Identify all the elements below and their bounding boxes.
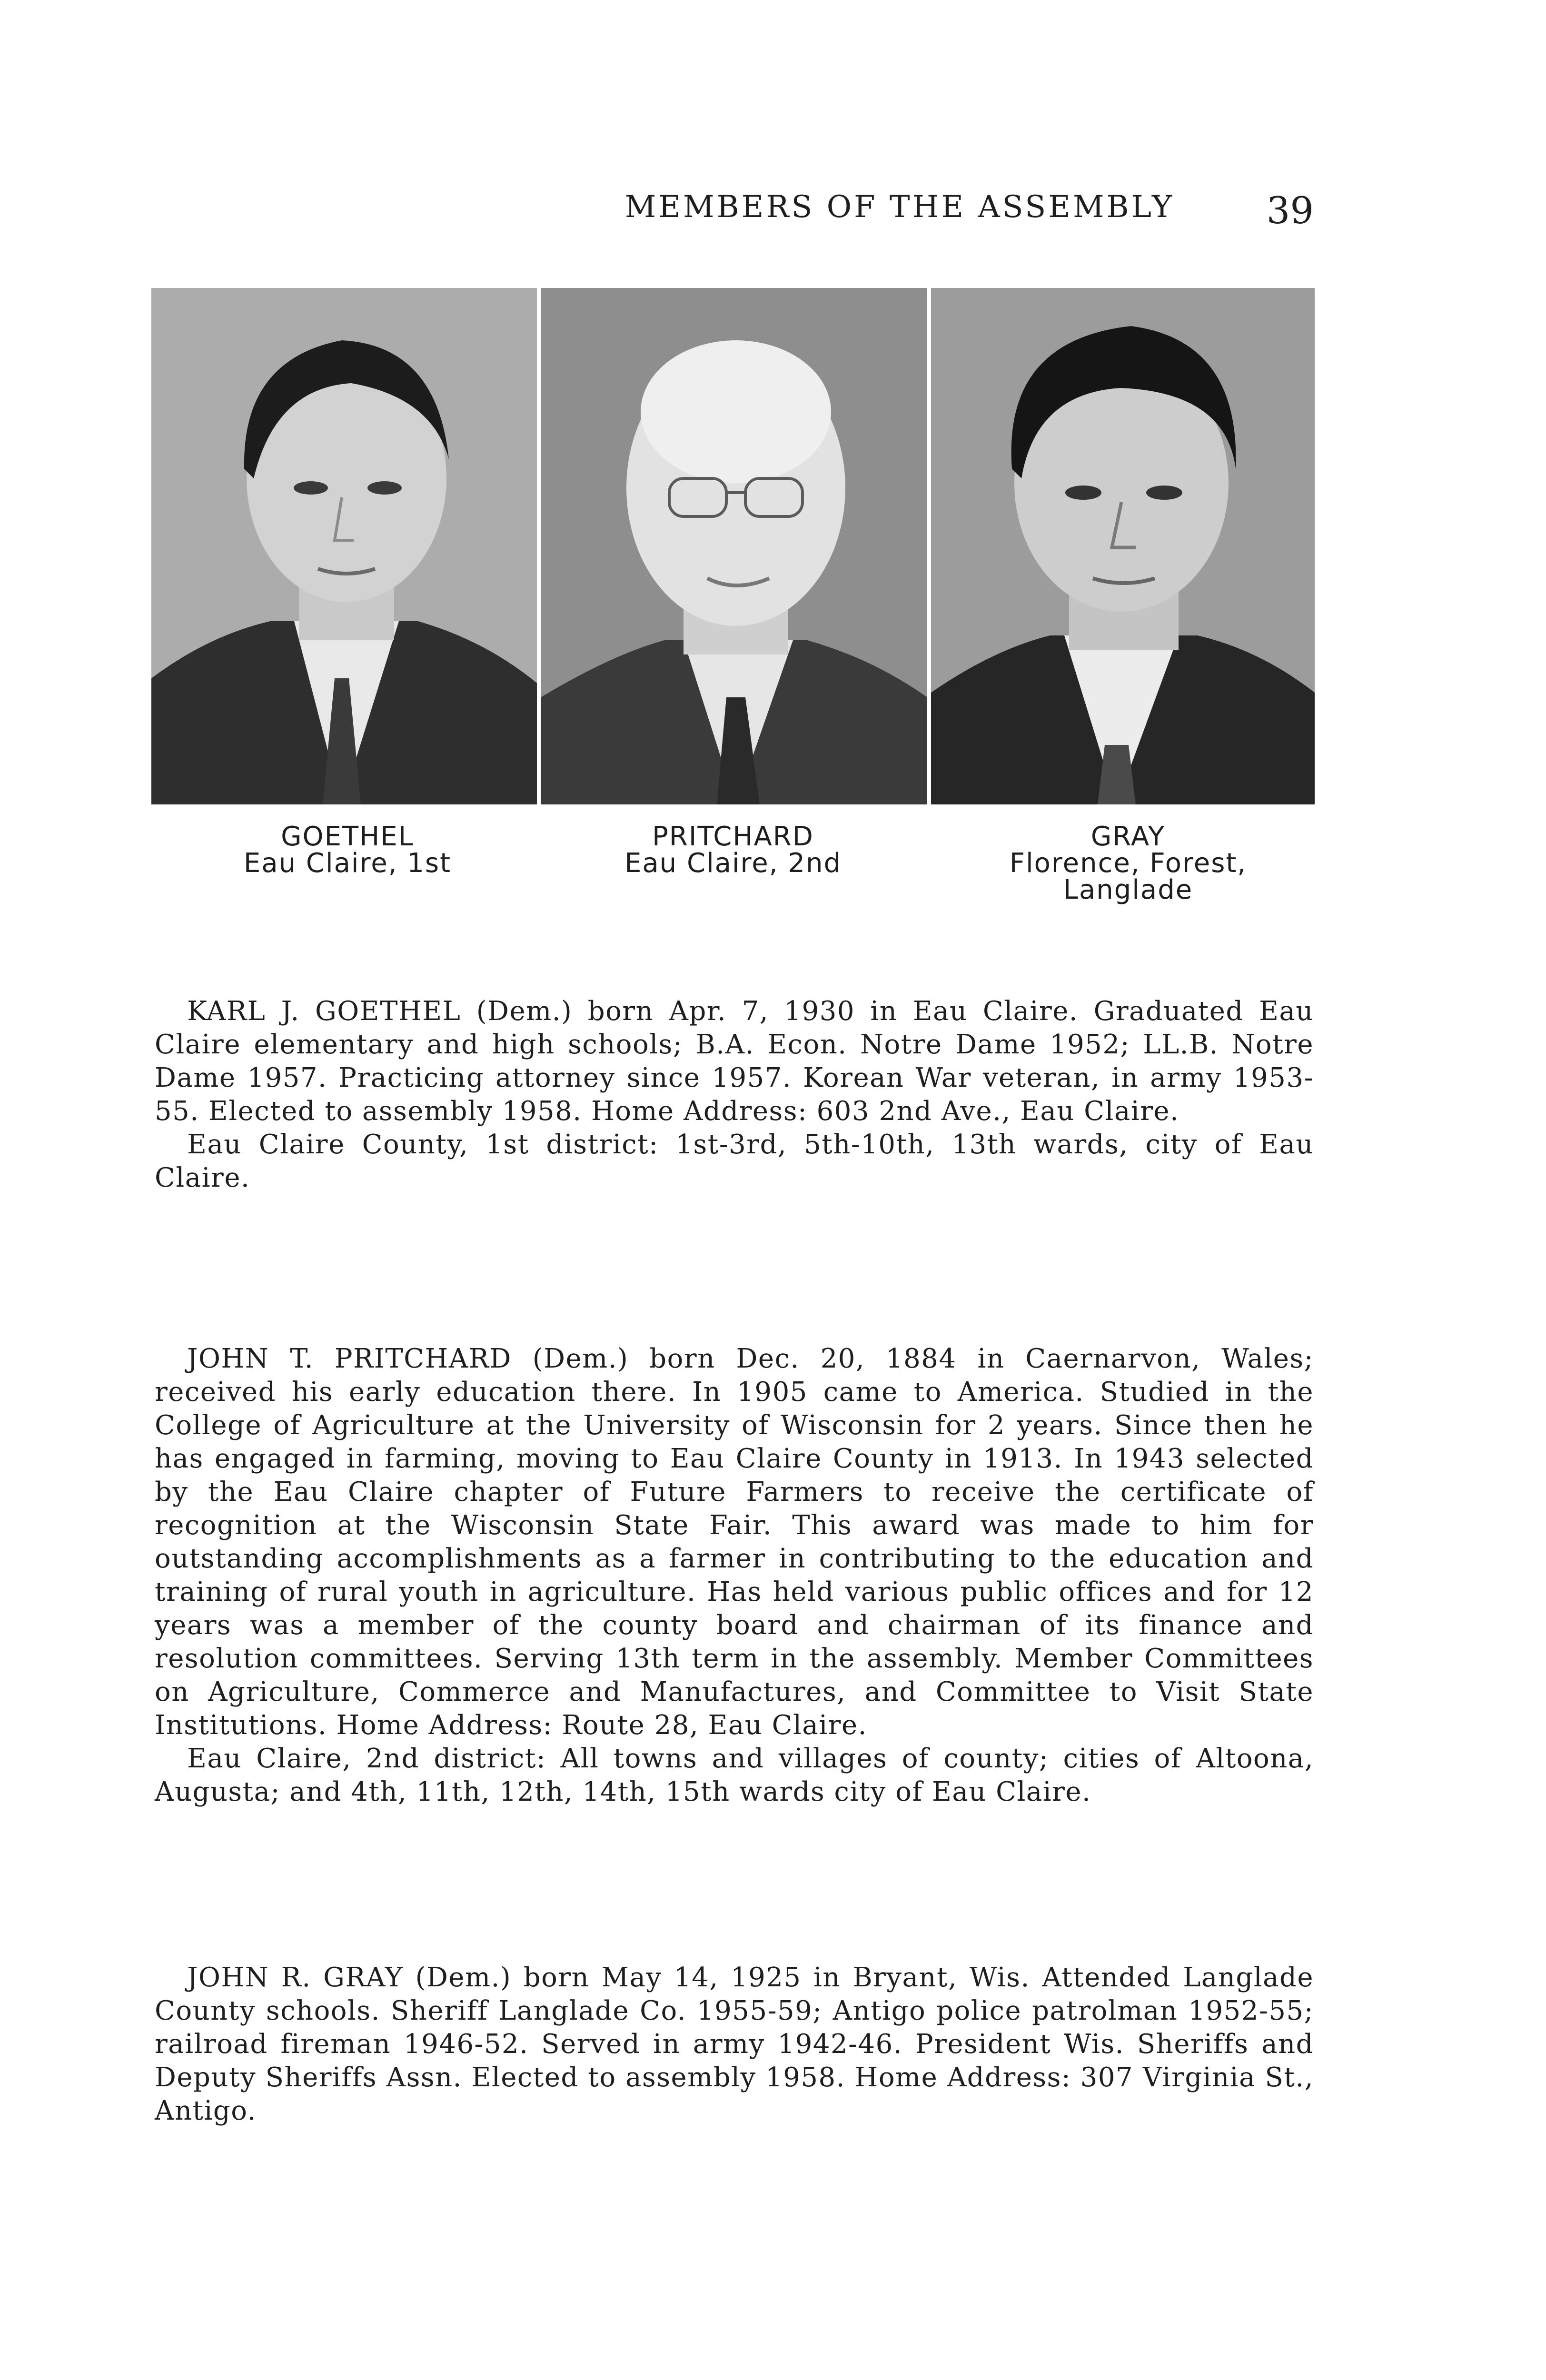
caption-name: GOETHEL: [281, 821, 414, 852]
caption-pritchard: [595, 823, 871, 877]
caption-district: Florence, Forest,: [1009, 848, 1247, 879]
district-description: Eau Claire County, 1st district: 1st-3rd, 5th-10th, 13th wards, city of Eau Claire.: [155, 1129, 1314, 1193]
bio-text: JOHN T. PRITCHARD (Dem.) born Dec. 20, 1884 in Caernarvon, Wales; received his early education there. In 1905 came to America. Studied in the College of Agriculture at the University of Wisconsin for 2 years. Since then he has engaged in farming, moving to Eau Claire County in 1913. In 1943 selected by the Eau Claire chapter of Future Farmers to receive the certificate of recognition at the Wisconsin State Fair. This award was made to him for outstanding accomplishments as a farmer in contributing to the education and training of rural youth in agriculture. Has held various public offices and for 12 years was a member of the county board and chairman of its finance and resolution committees. Serving 13th term in the assembly. Member Committees on Agriculture, Commerce and Manufactures, and Committee to Visit State Institutions. Home Address: Route 28, Eau Claire.: [155, 1343, 1314, 1741]
caption-name: PRITCHARD: [652, 821, 814, 852]
portrait-pritchard: [541, 288, 927, 804]
bio-text: JOHN R. GRAY (Dem.) born May 14, 1925 in Bryant, Wis. Attended Langlade County schools. Sheriff Langlade Co. 1955-59; Antigo police patrolman 1952-55; railroad fireman 1946-52. Served in army 1942-46. President Wis. Sheriffs and Deputy Sheriffs Assn. Elected to assembly 1958. Home Address: 307 Virginia St., Antigo.: [155, 1962, 1314, 2126]
caption-name: GRAY: [1090, 821, 1166, 852]
caption-district-line2: Langlade: [1063, 874, 1193, 905]
caption-district: Eau Claire, 1st: [243, 848, 452, 879]
page-header: MEMBERS OF THE ASSEMBLY: [624, 189, 1175, 225]
bio-goethel: [155, 995, 1314, 1195]
bio-text: KARL J. GOETHEL (Dem.) born Apr. 7, 1930 in Eau Claire. Graduated Eau Claire elementary and high schools; B.A. Econ. Notre Dame 1952; LL.B. Notre Dame 1957. Practicing attorney since 1957. Korean War veteran, in army 1953-55. Elected to assembly 1958. Home Address: 603 2nd Ave., Eau Claire.: [155, 996, 1314, 1127]
caption-district: Eau Claire, 2nd: [624, 848, 842, 879]
portrait-goethel: [151, 288, 537, 804]
district-description: Eau Claire, 2nd district: All towns and villages of county; cities of Altoona, Augusta; and 4th, 11th, 12th, 14th, 15th wards city of Eau Claire.: [155, 1743, 1314, 1807]
bio-gray: [155, 1961, 1314, 2128]
page-number: 39: [1266, 189, 1314, 232]
portrait-gray: [931, 288, 1315, 804]
portrait-row: [151, 288, 1315, 807]
bio-pritchard: [155, 1342, 1314, 1809]
caption-goethel: [209, 823, 486, 877]
caption-gray: [981, 823, 1276, 903]
